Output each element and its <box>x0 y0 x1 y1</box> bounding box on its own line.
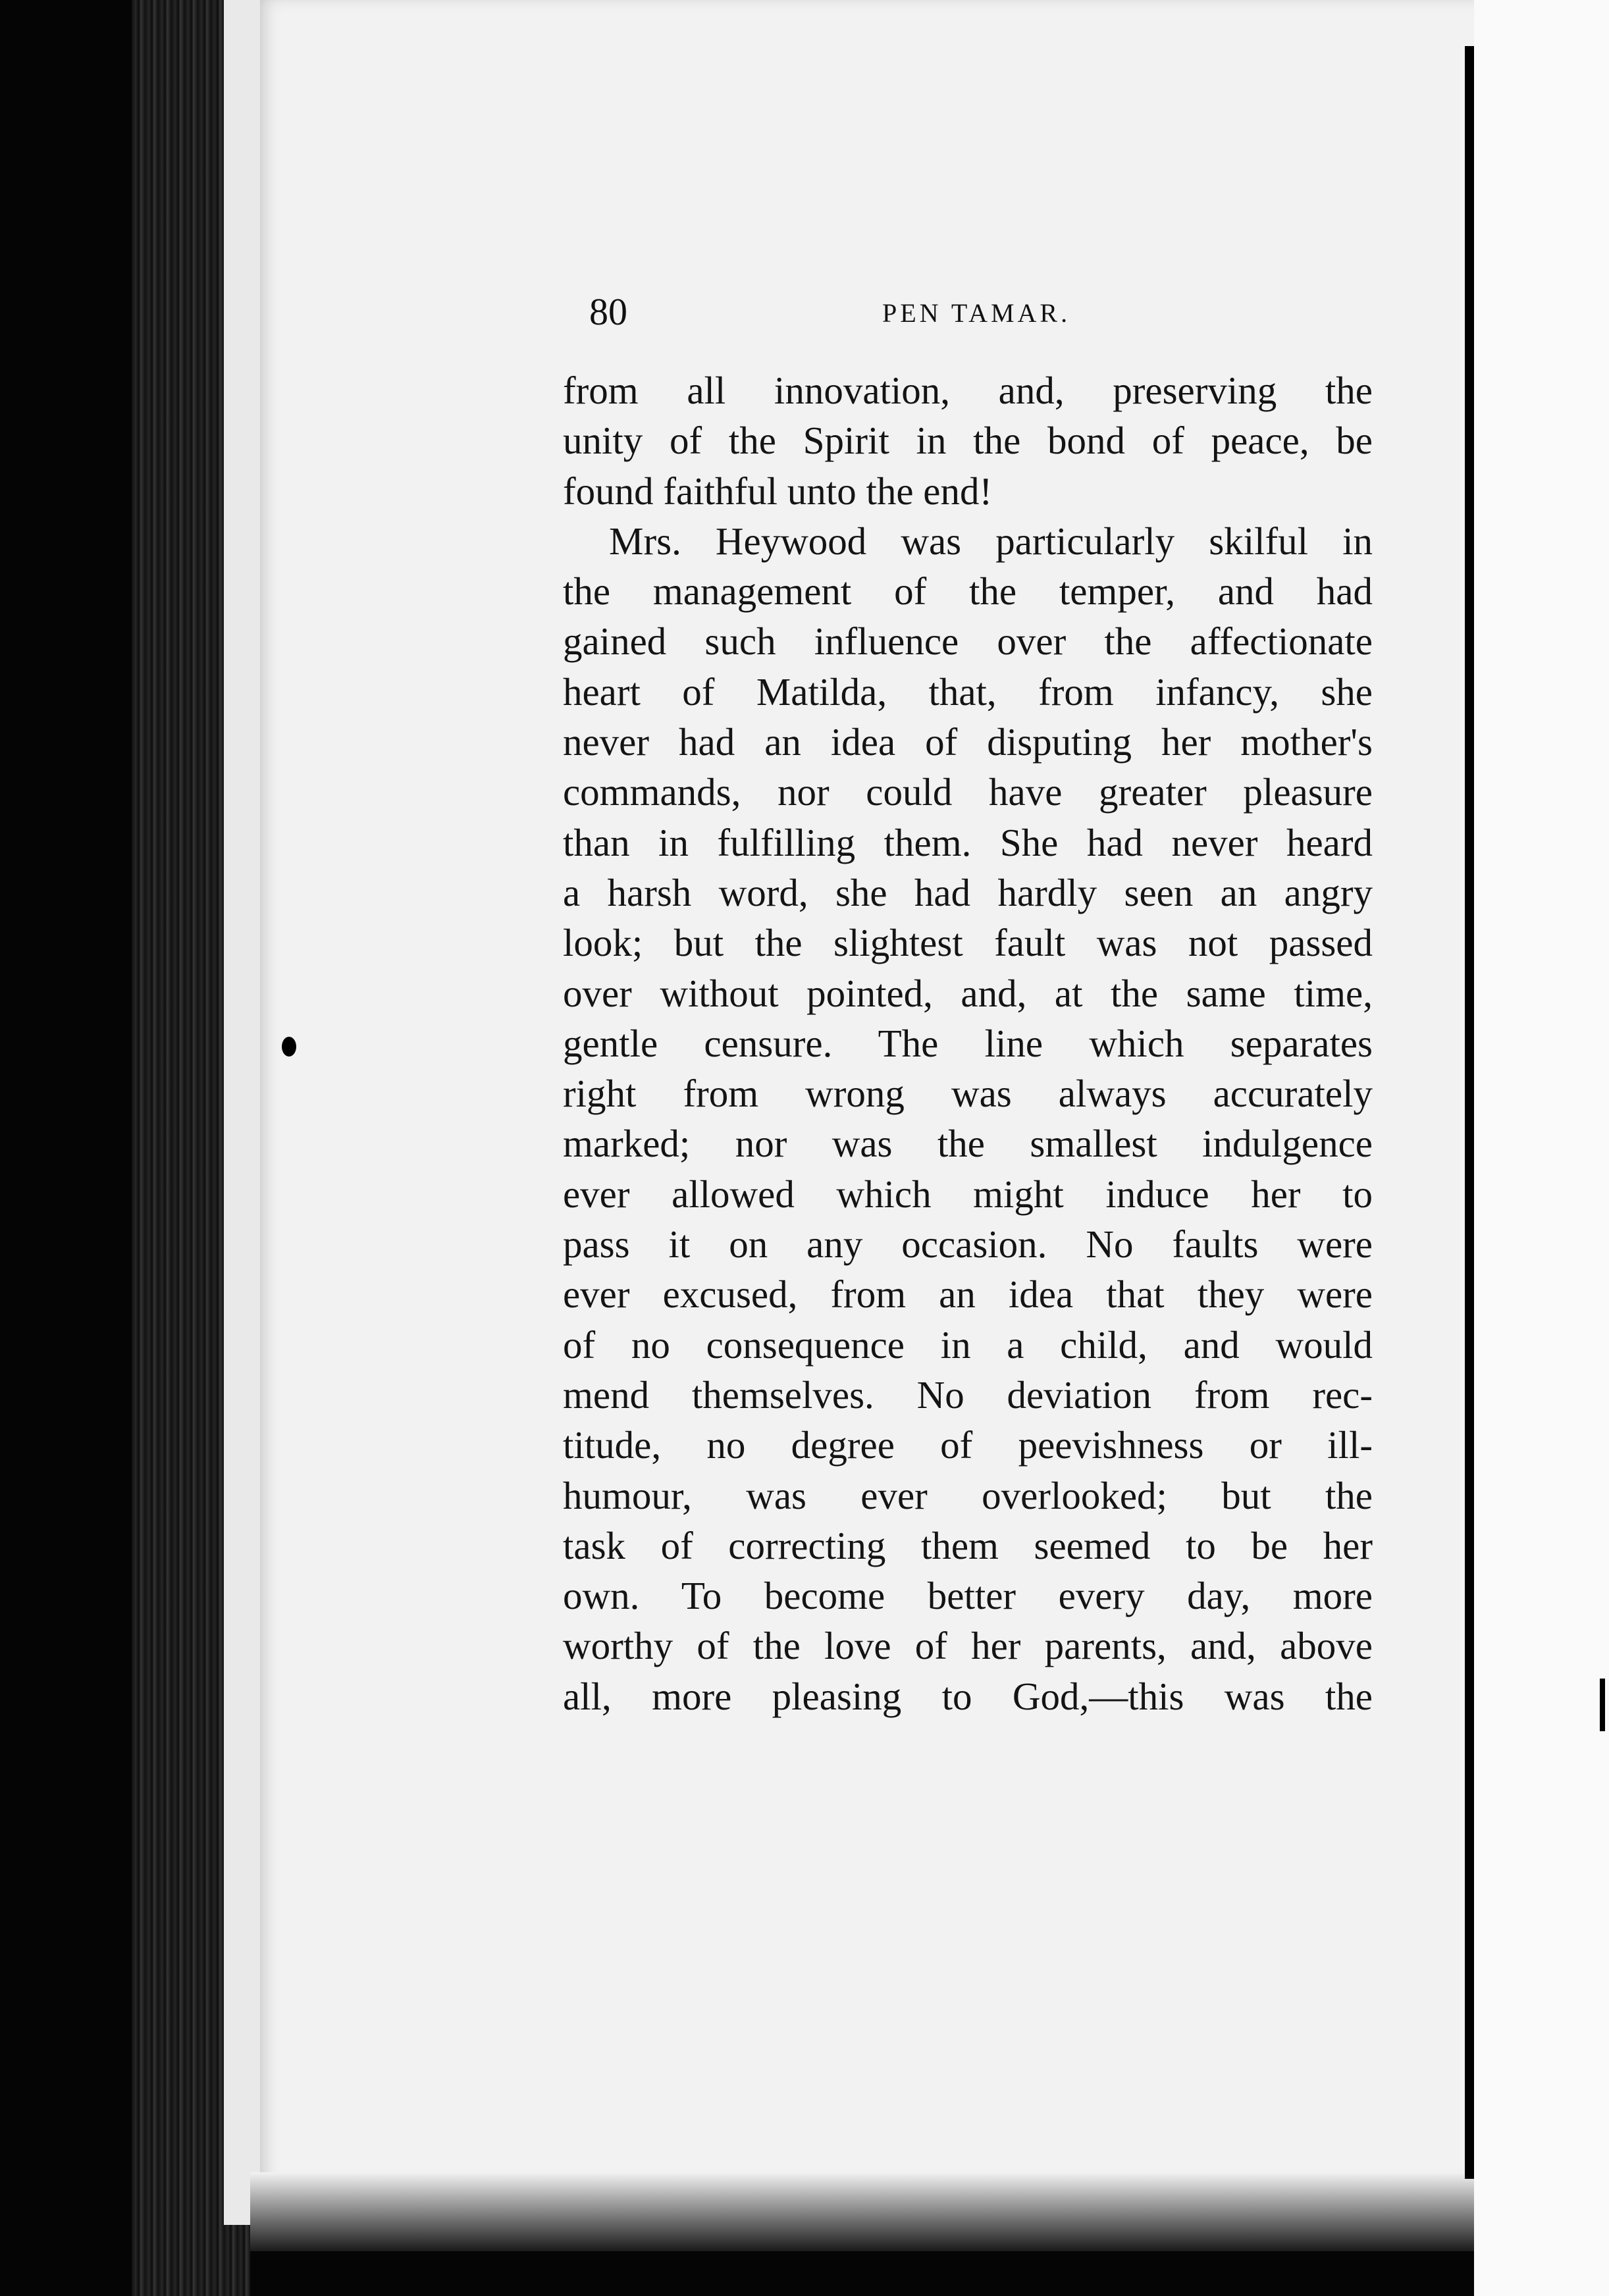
page-bottom-shadow <box>250 2172 1567 2251</box>
text-line: gentle censure. The line which separates <box>563 1021 1373 1065</box>
text-line: heart of Matilda, that, from infancy, she <box>563 669 1373 714</box>
text-line: never had an idea of disputing her mother's <box>563 720 1373 764</box>
page-number: 80 <box>589 290 627 333</box>
text-line: over without pointed, and, at the same time, <box>563 971 1373 1015</box>
edge-mark <box>1600 1679 1605 1731</box>
right-page-edge-line <box>1465 46 1474 2179</box>
text-line: marked; nor was the smallest indulgence <box>563 1122 1373 1166</box>
body-text <box>563 365 1373 1721</box>
text-line: of no consequence in a child, and would <box>563 1322 1373 1367</box>
text-line: unity of the Spirit in the bond of peace, be <box>563 419 1373 463</box>
text-line: ever allowed which might induce her to <box>563 1172 1373 1216</box>
ink-spot <box>282 1037 296 1057</box>
text-line: mend themselves. No deviation from rec- <box>563 1372 1373 1417</box>
text-line: titude, no degree of peevishness or ill- <box>563 1423 1373 1467</box>
text-line: from all innovation, and, preserving the <box>563 369 1373 412</box>
text-line: all, more pleasing to God,—this was the <box>563 1674 1373 1718</box>
text-line: right from wrong was always accurately <box>563 1072 1373 1116</box>
text-line: ever excused, from an idea that they were <box>563 1272 1373 1317</box>
page-header <box>589 290 1386 342</box>
text-line: the management of the temper, and had <box>563 569 1373 613</box>
text-line: a harsh word, she had hardly seen an angry <box>563 870 1373 914</box>
text-line: look; but the slightest fault was not passed <box>563 921 1373 965</box>
text-line: own. To become better every day, more <box>563 1574 1373 1618</box>
text-line: than in fulfilling them. She had never heard <box>563 820 1373 864</box>
running-head: PEN TAMAR. <box>882 298 1071 328</box>
text-line: worthy of the love of her parents, and, above <box>563 1624 1373 1668</box>
text-line: gained such influence over the affectionate <box>563 619 1373 664</box>
text-line: commands, nor could have greater pleasure <box>563 770 1373 814</box>
text-line: Mrs. Heywood was particularly skilful in <box>609 519 1373 563</box>
text-line: task of correcting them seemed to be her <box>563 1523 1373 1567</box>
text-line: found faithful unto the end! <box>563 469 993 513</box>
text-line: humour, was ever overlooked; but the <box>563 1473 1373 1517</box>
text-line: pass it on any occasion. No faults were <box>563 1222 1373 1266</box>
right-margin <box>1474 0 1609 2296</box>
